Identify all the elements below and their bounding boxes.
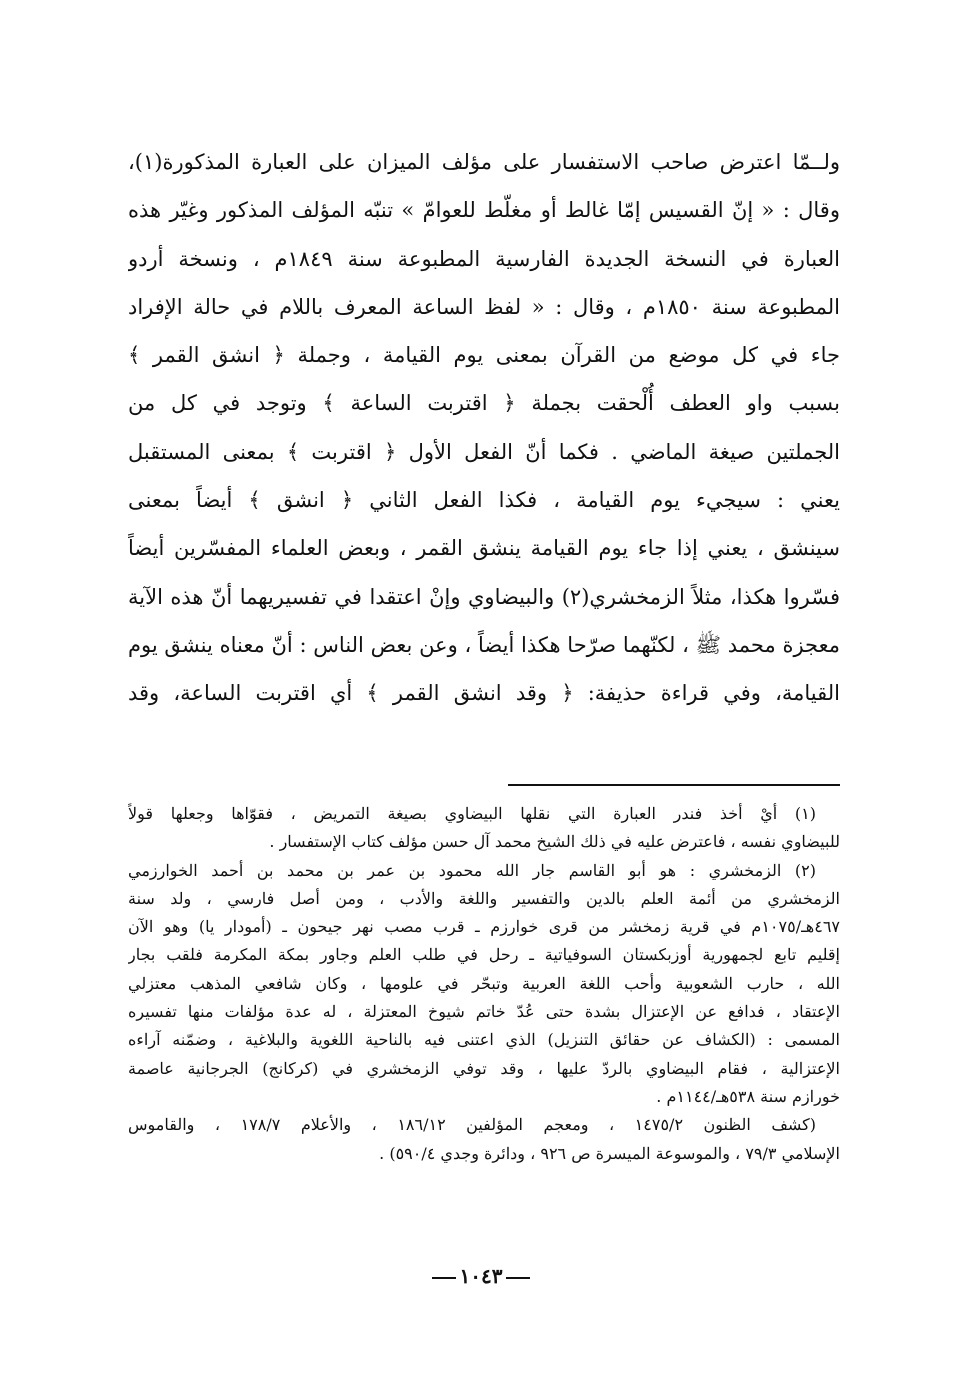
footnote-citation-line: (كشف الظنون ١٤٧٥/٢ ، ومعجم المؤلفين ١٨٦/١٢ ، والأعلام ١٧٨/٧ ، والقاموس [128,1115,817,1135]
page-number-dash [506,1277,530,1279]
body-line: سينشق ، يعني إذا جاء يوم القيامة ينشق القمر ، وبعض العلماء المفسّرين أيضاً [128,536,840,561]
footnote-line: الإعتقاد ، فدافع عن الإعتزال بشدة حتى عُدّ خاتم شيوخ المعتزلة ، له عدة مؤلفات منها تفسيره [128,1002,840,1022]
body-line: جاء في كل موضع من القرآن بمعنى يوم القيامة ، وجملة ﴿ انشق القمر ﴾ [128,343,840,368]
body-line: الجملتين صيغة الماضي . فكما أنّ الفعل الأول ﴿ اقتربت ﴾ بمعنى المستقبل [128,439,840,464]
body-line: العبارة في النسخة الجديدة الفارسية المطبوعة سنة ١٨٤٩م ، ونسخة أردو [128,246,840,271]
footnote-separator [508,784,840,786]
main-text [128,138,840,718]
page-number [0,1264,962,1288]
footnote-citation-line: الإسلامي ٧٩/٣ ، والموسوعة الميسرة ص ٩٢٦ ، ودائرة وجدي ٥٩٠/٤) . [379,1143,840,1163]
footnote-line: (١) أيْ أخذ فندر العبارة التي نقلها البيضاوي بصيغة التمريض ، فقوّاها وجعلها قولاً [128,804,816,823]
footnote-line: خورازم سنة ٥٣٨هـ/١١٤٤م . [656,1086,840,1106]
body-line: المطبوعة سنة ١٨٥٠م ، وقال : « لفظ الساعة المعرف باللام في حالة الإفراد [128,294,840,319]
footnote-line: للبيضاوي نفسه ، فاعترض عليه في ذلك الشيخ محمد آل حسن مؤلف كتاب الإستفسار . [269,832,840,852]
body-line: يعني : سيجيء يوم القيامة ، فكذا الفعل الثاني ﴿ انشق ﴾ أيضاً بمعنى [128,488,840,513]
page-number-dash [432,1277,456,1279]
body-line: بسبب واو العطف أُلْحقت بجملة ﴿ اقتربت الساعة ﴾ وتوجد في كل من [128,391,840,416]
body-line: وقال : « إنّ القسيس إمّا غالط أو مغلّط للعوامّ » تنبّه المؤلف المذكور وغيّر هذه [128,198,840,223]
footnote-line: إقليم تابع لجمهورية أوزبكستان السوفياتية ـ رحل في طلب العلم وجاور بمكة المكرمة فلقب بجار [128,945,840,965]
footnote-line: (٢) الزمخشري : هو أبو القاسم جار الله محمود بن عمر بن محمد بن أحمد الخوارزمي [128,860,816,880]
footnotes [128,800,840,1168]
body-line: معجزة محمد ﷺ ، لكنّهما صرّحا هكذا أيضاً ، وعن بعض الناس : أنّ معناه ينشق يوم [128,632,840,657]
body-line: ولــمّا اعترض صاحب الاستفسار على مؤلف الميزان على العبارة المذكورة(١)، [128,150,840,174]
page-number-text: ١٠٤٣ [459,1264,503,1288]
footnote-line: ٤٦٧هـ/١٠٧٥م في قرية زمخشر من قرى خوارزم ـ قرب مصب نهر جيحون ـ (أمودار يا) وهو الآن [128,917,840,937]
body-line: فسّروا هكذا، مثلاً الزمخشري(٢) والبيضاوي وإنْ اعتقدا في تفسيريهما أنّ هذه الآية [128,584,840,609]
footnote-line: المسمى : (الكشاف عن حقائق التنزيل) الذي اعتنى فيه بالناحية اللغوية والبلاغية ، وضمّنه آراءه [128,1030,840,1050]
footnote-line: الإعتزالية ، فقام البيضاوي بالردّ عليها ، وقد توفي الزمخشري في (كركانج) الجرجانية عاصمة [128,1058,840,1078]
body-line: القيامة، وفي قراءة حذيفة: ﴿ وقد انشق القمر ﴾ أي اقتربت الساعة، وقد [128,681,840,706]
footnote-line: الله ، حارب الشعوبية وأحب اللغة العربية وتبحّر في علومها ، وكان شافعي المذهب معتزلي [128,973,840,993]
footnote-line: الزمخشري من أئمة العلم بالدين والتفسير واللغة والأدب ، ومن أصل فارسي ، ولد سنة [128,888,840,908]
